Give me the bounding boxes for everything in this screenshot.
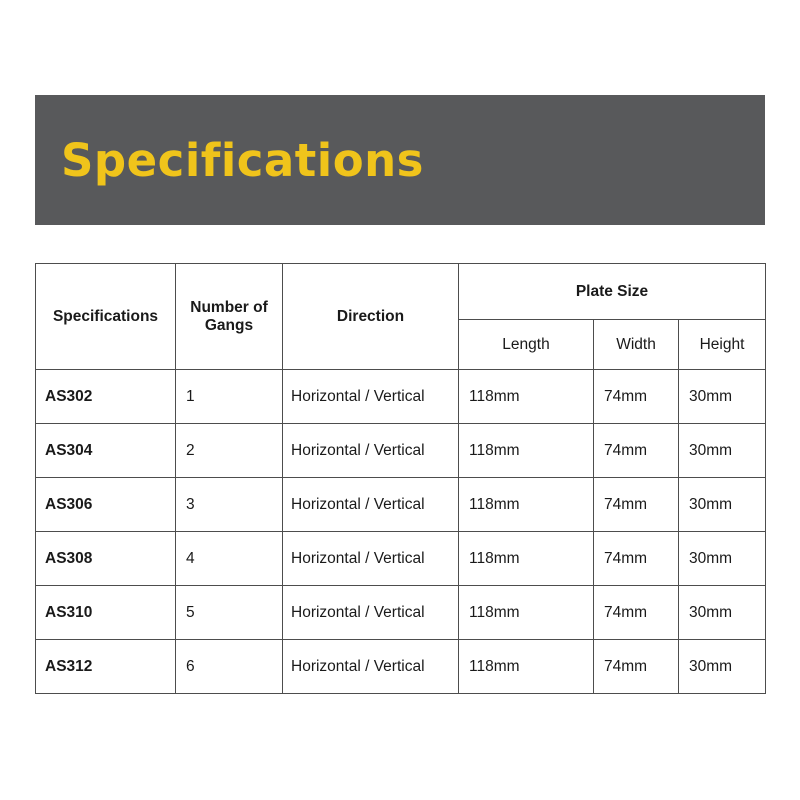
length-cell: 118mm [459, 370, 594, 424]
header-height: Height [679, 320, 766, 370]
length-cell: 118mm [459, 586, 594, 640]
height-cell: 30mm [679, 532, 766, 586]
spec-cell: AS312 [36, 640, 176, 694]
gangs-cell: 5 [176, 586, 283, 640]
width-cell: 74mm [594, 586, 679, 640]
header-specifications: Specifications [36, 264, 176, 370]
table-row [36, 370, 766, 424]
header-width: Width [594, 320, 679, 370]
length-cell: 118mm [459, 424, 594, 478]
table-header-row-top [36, 264, 766, 320]
height-cell: 30mm [679, 370, 766, 424]
width-cell: 74mm [594, 478, 679, 532]
width-cell: 74mm [594, 370, 679, 424]
spec-cell: AS310 [36, 586, 176, 640]
header-direction: Direction [283, 264, 459, 370]
width-cell: 74mm [594, 424, 679, 478]
height-cell: 30mm [679, 586, 766, 640]
table-row [36, 586, 766, 640]
length-cell: 118mm [459, 478, 594, 532]
specifications-table [35, 263, 766, 694]
height-cell: 30mm [679, 640, 766, 694]
width-cell: 74mm [594, 532, 679, 586]
spec-cell: AS302 [36, 370, 176, 424]
direction-cell: Horizontal / Vertical [283, 586, 459, 640]
header-plate-size: Plate Size [459, 264, 766, 320]
gangs-cell: 1 [176, 370, 283, 424]
table-row [36, 424, 766, 478]
spec-cell: AS304 [36, 424, 176, 478]
header-length: Length [459, 320, 594, 370]
direction-cell: Horizontal / Vertical [283, 370, 459, 424]
direction-cell: Horizontal / Vertical [283, 532, 459, 586]
length-cell: 118mm [459, 640, 594, 694]
spec-cell: AS306 [36, 478, 176, 532]
direction-cell: Horizontal / Vertical [283, 424, 459, 478]
gangs-cell: 4 [176, 532, 283, 586]
gangs-cell: 6 [176, 640, 283, 694]
table-row [36, 640, 766, 694]
gangs-cell: 3 [176, 478, 283, 532]
length-cell: 118mm [459, 532, 594, 586]
banner-title: Specifications [61, 133, 424, 187]
table-row [36, 478, 766, 532]
header-number-of-gangs: Number of Gangs [176, 264, 283, 370]
height-cell: 30mm [679, 424, 766, 478]
spec-cell: AS308 [36, 532, 176, 586]
gangs-cell: 2 [176, 424, 283, 478]
height-cell: 30mm [679, 478, 766, 532]
direction-cell: Horizontal / Vertical [283, 478, 459, 532]
direction-cell: Horizontal / Vertical [283, 640, 459, 694]
width-cell: 74mm [594, 640, 679, 694]
specifications-banner [35, 95, 765, 225]
table-row [36, 532, 766, 586]
